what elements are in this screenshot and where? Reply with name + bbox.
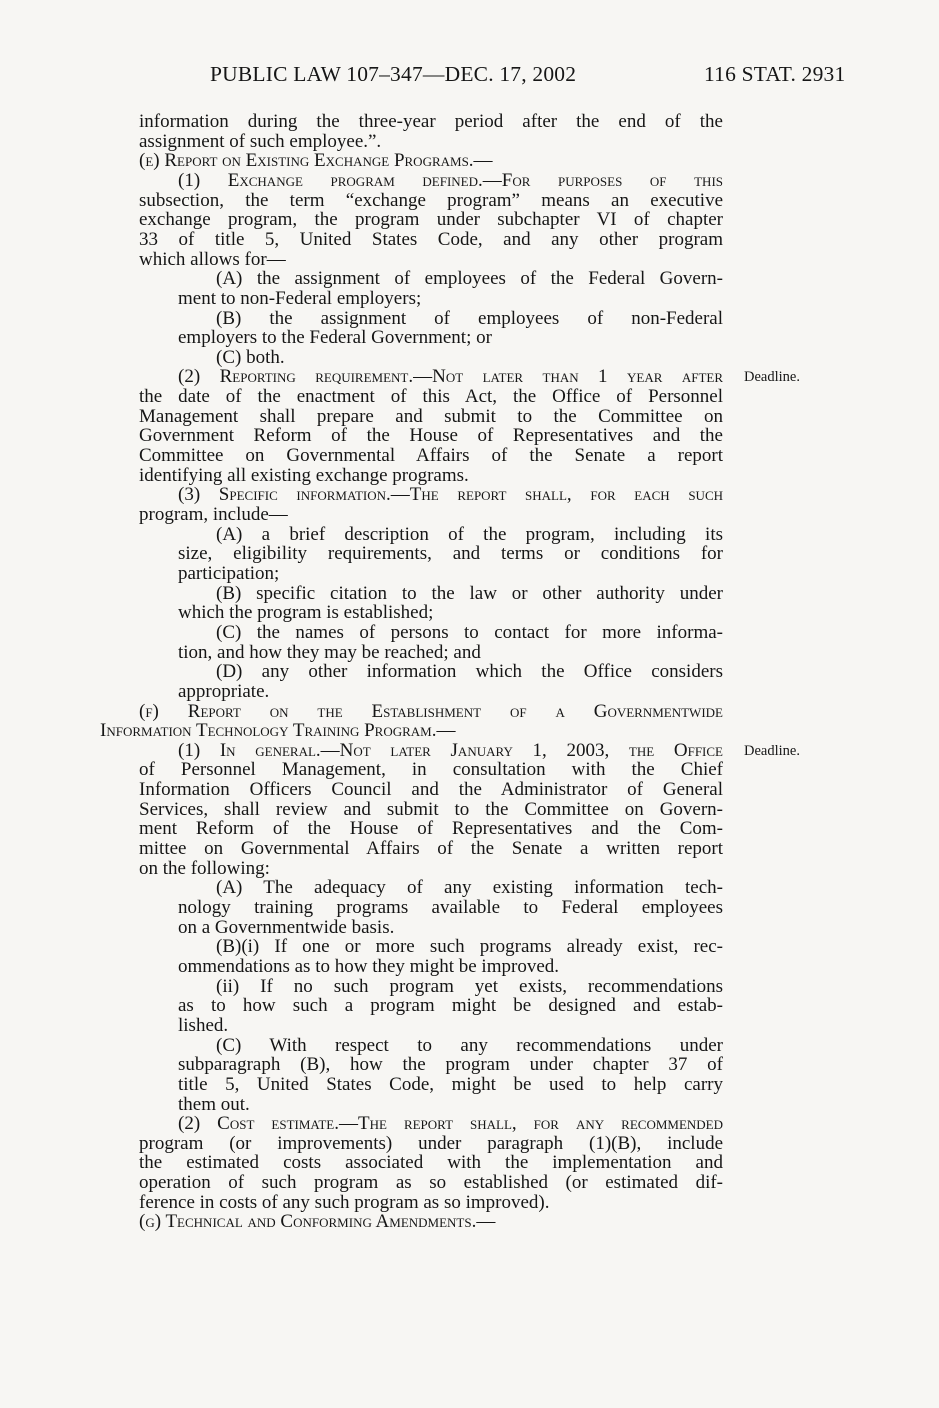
text-line: (A) a brief description of the program, including its	[216, 523, 723, 545]
text-line: Services, shall review and submit to the Committee on Govern-	[139, 798, 723, 820]
text-line: (D) any other information which the Office considers	[216, 661, 723, 683]
text-line: information during the three-year period after the end of the	[139, 111, 723, 132]
text-line: (g) Technical and Conforming Amendments.—	[139, 1211, 496, 1233]
text-line: ment to non-Federal employers;	[178, 287, 422, 309]
margin-note-deadline: Deadline.	[744, 369, 800, 386]
text-line: (A) the assignment of employees of the Federal Govern-	[216, 268, 723, 290]
text-line: mittee on Governmental Affairs of the Senate a written report	[139, 838, 723, 860]
text-line: employers to the Federal Government; or	[178, 327, 492, 349]
text-line: (f) Report on the Establishment of a Governmentwide	[139, 700, 723, 722]
text-line: (B)(i) If one or more such programs already exist, rec-	[216, 936, 723, 958]
text-line: ference in costs of any such program as so improved).	[139, 1191, 550, 1213]
text-line: (C) both.	[216, 346, 285, 368]
text-line: assignment of such employee.”.	[139, 130, 382, 152]
text-line: (2) Cost estimate.—The report shall, for any recommended	[178, 1113, 723, 1135]
text-line: (ii) If no such program yet exists, recommendations	[216, 975, 723, 997]
text-line: (B) specific citation to the law or other authority under	[216, 582, 723, 604]
text-line: (3) Specific information.—The report shall, for each such	[178, 484, 723, 506]
text-line: ommendations as to how they might be improved.	[178, 955, 560, 977]
text-line: subsection, the term “exchange program” means an executive	[139, 189, 723, 211]
text-line: lished.	[178, 1014, 229, 1036]
text-line: ment Reform of the House of Representatives and the Com-	[139, 818, 723, 840]
text-line: (C) the names of persons to contact for more informa-	[216, 621, 723, 643]
text-line: as to how such a program might be designed and estab-	[178, 995, 723, 1017]
text-line: 33 of title 5, United States Code, and any other program	[139, 228, 723, 250]
text-line: (1) Exchange program defined.—For purposes of this	[178, 169, 723, 191]
text-line: subparagraph (B), how the program under chapter 37 of	[178, 1054, 723, 1076]
running-head-title: PUBLIC LAW 107–347—DEC. 17, 2002	[210, 62, 577, 86]
text-line: Information Officers Council and the Administrator of General	[139, 779, 723, 801]
margin-note-deadline: Deadline.	[744, 742, 800, 759]
text-line: (1) In general.—Not later January 1, 2003, the Office	[178, 739, 723, 761]
text-line: which the program is established;	[178, 602, 434, 624]
text-line: Information Technology Training Program.—	[100, 720, 456, 742]
running-head-stat-page: 116 STAT. 2931	[704, 62, 846, 86]
text-line: on the following:	[139, 857, 270, 879]
text-line: exchange program, the program under subchapter VI of chapter	[139, 209, 723, 231]
text-line: program, include—	[139, 504, 288, 525]
text-line: of Personnel Management, in consultation with the Chief	[139, 759, 723, 781]
text-line: size, eligibility requirements, and terms or conditions for	[178, 543, 723, 565]
text-line: appropriate.	[178, 680, 270, 702]
text-line: (A) The adequacy of any existing information tech-	[216, 877, 723, 899]
text-line: them out.	[178, 1093, 250, 1115]
text-line: the estimated costs associated with the implementation and	[139, 1152, 723, 1174]
text-line: (e) Report on Existing Exchange Programs.—	[139, 150, 493, 172]
text-line: tion, and how they may be reached; and	[178, 641, 481, 663]
text-line: Management shall prepare and submit to the Committee on	[139, 405, 723, 427]
text-line: program (or improvements) under paragraph (1)(B), include	[139, 1132, 723, 1154]
text-line: title 5, United States Code, might be used to help carry	[178, 1073, 723, 1095]
text-line: identifying all existing exchange programs.	[139, 464, 469, 486]
text-line: on a Governmentwide basis.	[178, 916, 395, 938]
text-line: (2) Reporting requirement.—Not later than 1 year after	[178, 366, 723, 388]
text-line: (C) With respect to any recommendations under	[216, 1034, 723, 1056]
text-line: (B) the assignment of employees of non-Federal	[216, 307, 723, 329]
text-line: nology training programs available to Federal employees	[178, 897, 723, 918]
text-line: which allows for—	[139, 248, 286, 270]
text-line: the date of the enactment of this Act, the Office of Personnel	[139, 386, 723, 408]
text-line: participation;	[178, 562, 280, 584]
text-line: Committee on Governmental Affairs of the Senate a report	[139, 445, 723, 467]
text-line: Government Reform of the House of Representatives and the	[139, 425, 723, 447]
text-line: operation of such program as so established (or estimated dif-	[139, 1172, 723, 1194]
